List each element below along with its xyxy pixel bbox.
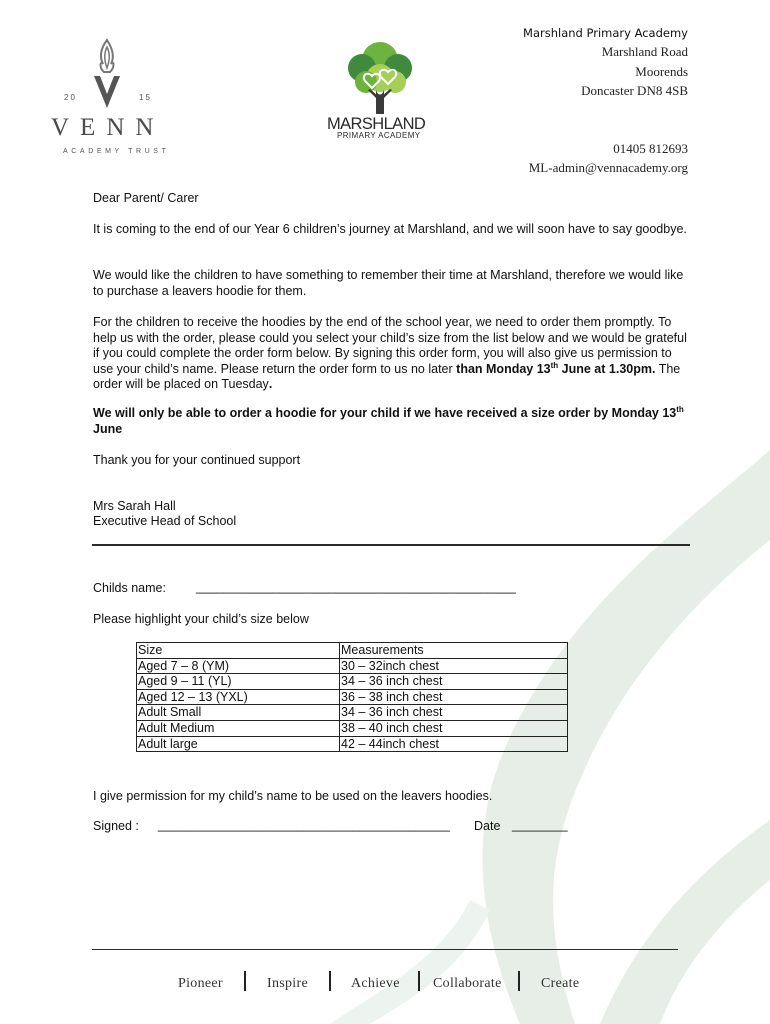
footer-value-achieve: Achieve	[351, 976, 400, 991]
footer-value-inspire: Inspire	[267, 976, 308, 991]
address-line-1: Marshland Road	[601, 44, 688, 59]
table-cell-size: Adult large	[137, 736, 340, 752]
table-cell-size: Aged 12 – 13 (YXL)	[137, 689, 340, 705]
childs-name-field[interactable]: ______________________________________________	[196, 580, 516, 594]
venn-torch-icon	[89, 38, 125, 110]
childs-name-label: Childs name:	[93, 581, 166, 595]
paragraph-4-notice	[93, 406, 693, 437]
table-cell-measurement: 42 – 44inch chest	[340, 736, 568, 752]
address-line-2: Moorends	[635, 64, 688, 79]
table-cell-measurement: 36 – 38 inch chest	[340, 689, 568, 705]
watermark-swoosh-lower	[600, 820, 770, 1024]
address-email[interactable]: ML-admin@vennacademy.org	[528, 160, 688, 175]
table-row[interactable]	[137, 720, 568, 736]
table-header-row	[137, 643, 568, 659]
table-cell-measurement: 30 – 32inch chest	[340, 658, 568, 674]
deadline-time: June at 1.30pm.	[558, 361, 656, 376]
order-day-period: .	[268, 377, 273, 391]
table-cell-size: Aged 9 – 11 (YL)	[137, 674, 340, 690]
venn-year-left: 20	[64, 93, 77, 102]
signer-title: Executive Head of School	[93, 514, 237, 528]
footer-value-collaborate: Collaborate	[433, 976, 502, 991]
paragraph-2: We would like the children to have something to remember their time at Marshland, therefore we would like to purchase a leavers hoodie for them.	[93, 268, 684, 298]
table-header-size: Size	[137, 643, 340, 659]
address-school-name: Marshland Primary Academy	[523, 26, 688, 40]
footer-value-create: Create	[541, 976, 580, 991]
date-field[interactable]: ________	[512, 818, 568, 832]
table-cell-size: Adult Small	[137, 705, 340, 721]
table-row[interactable]	[137, 689, 568, 705]
venn-year-right: 15	[139, 93, 152, 102]
notice-ordinal: th	[676, 404, 684, 414]
deadline-date: than Monday 13	[456, 361, 551, 376]
table-cell-measurement: 38 – 40 inch chest	[340, 720, 568, 736]
marshland-subtitle: PRIMARY ACADEMY	[337, 131, 421, 140]
table-cell-measurement: 34 – 36 inch chest	[340, 705, 568, 721]
size-prompt: Please highlight your child’s size below	[93, 612, 309, 626]
tree-hearts-icon	[340, 40, 420, 116]
paragraph-1: It is coming to the end of our Year 6 children’s journey at Marshland, and we will soon have to say goodbye.	[93, 222, 687, 236]
thanks-line: Thank you for your continued support	[93, 453, 301, 467]
paragraph-3	[93, 315, 688, 393]
signed-label: Signed :	[93, 819, 139, 833]
table-row[interactable]	[137, 736, 568, 752]
watermark-swoosh-left	[330, 900, 490, 1024]
notice-text: We will only be able to order a hoodie for your child if we have received a size order by Monday 13	[93, 406, 677, 420]
footer-separator	[518, 971, 520, 991]
paragraph-3-text: For the children to receive the hoodies by the end of the school year, we need to order them promptly. To help us with the order, please could you select your child’s size from the list below and we would be grateful if you could complete the order form below. By signing this order form, you will also give us permission to use your child’s name. Please return the order form to us no later	[93, 315, 687, 376]
table-cell-size: Adult Medium	[137, 720, 340, 736]
address-line-3: Doncaster DN8 4SB	[581, 83, 688, 98]
divider-top	[92, 544, 690, 546]
footer-value-pioneer: Pioneer	[178, 976, 223, 991]
address-phone: 01405 812693	[613, 141, 688, 156]
table-row[interactable]	[137, 705, 568, 721]
salutation: Dear Parent/ Carer	[93, 191, 199, 205]
table-header-measurements: Measurements	[340, 643, 568, 659]
venn-logo	[50, 38, 170, 158]
footer-separator	[329, 971, 331, 991]
date-label: Date	[474, 819, 501, 833]
venn-subtitle: ACADEMY TRUST	[63, 148, 170, 155]
table-cell-size: Aged 7 – 8 (YM)	[137, 658, 340, 674]
permission-statement: I give permission for my child’s name to be used on the leavers hoodies.	[93, 789, 493, 803]
divider-bottom	[92, 949, 678, 950]
marshland-wordmark: MARSHLAND	[327, 115, 426, 133]
notice-month: June	[93, 421, 123, 436]
footer-separator	[418, 971, 420, 991]
signature-field[interactable]: __________________________________________	[158, 818, 450, 832]
marshland-logo	[325, 38, 440, 143]
size-table	[136, 642, 568, 752]
table-row[interactable]	[137, 658, 568, 674]
deadline-ordinal: th	[550, 360, 559, 370]
signer-name: Mrs Sarah Hall	[93, 499, 176, 513]
table-row[interactable]	[137, 674, 568, 690]
order-day-text: The order will be placed on Tuesday	[93, 361, 681, 391]
venn-wordmark: VENN	[51, 114, 165, 141]
footer-separator	[244, 971, 246, 991]
table-cell-measurement: 34 – 36 inch chest	[340, 674, 568, 690]
